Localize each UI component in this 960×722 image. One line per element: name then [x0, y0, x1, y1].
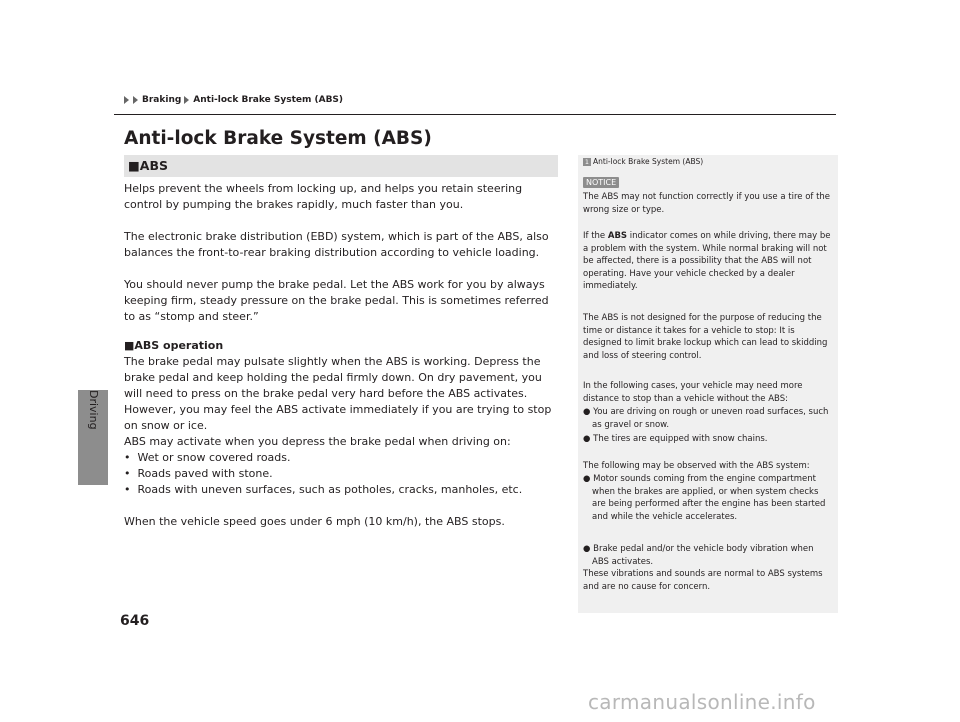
reference-heading: [583, 157, 703, 166]
arrow-icon: [184, 96, 189, 104]
arrow-icon: [133, 96, 138, 104]
cases-intro: In the following cases, your vehicle may need more distance to stop than a vehicle without the ABS:: [583, 381, 803, 404]
arrow-icon: [124, 96, 129, 104]
bullet-item: • Wet or snow covered roads.: [124, 451, 291, 464]
notice-badge: NOTICE: [583, 177, 619, 188]
indicator-text: If the ABS indicator comes on while driving, there may be a problem with the system. While normal braking will not be affected, there is a possibility that the ABS will not operating. Have your vehicle checked by a dealer immediately.: [583, 231, 831, 291]
section-heading: ■ABS: [128, 158, 169, 173]
paragraph-2: The electronic brake distribution (EBD) system, which is part of the ABS, also balances the front-to-rear braking distribution according to vehicle loading.: [124, 230, 549, 259]
stop-paragraph: When the vehicle speed goes under 6 mph (10 km/h), the ABS stops.: [124, 515, 505, 528]
page-title: Anti-lock Brake System (ABS): [124, 128, 432, 149]
section-bar: [124, 155, 558, 177]
breadcrumb: [124, 95, 343, 105]
operation-paragraph: The brake pedal may pulsate slightly when the ABS is working. Depress the brake pedal and keep holding the pedal firmly down. On dry pavement, you will need to press on the brake pedal very hard before the ABS activates. However, you may feel the ABS activate immediately if you are trying to stop on snow or ice.: [124, 355, 552, 432]
bullet-item: ● The tires are equipped with snow chains.: [583, 434, 768, 444]
bullet-item: ● You are driving on rough or uneven road surfaces, such as gravel or snow.: [583, 407, 829, 430]
bullet-item: ● Brake pedal and/or the vehicle body vibration when ABS activates.: [583, 544, 814, 567]
breadcrumb-item-abs[interactable]: Anti-lock Brake System (ABS): [193, 95, 344, 105]
subsection-heading: ■ABS operation: [124, 339, 224, 352]
observed-intro: The following may be observed with the ABS system:: [583, 461, 810, 471]
page-number: 646: [120, 613, 150, 629]
paragraph-1: Helps prevent the wheels from locking up, and helps you retain steering control by pumping the brakes rapidly, much faster than you.: [124, 182, 523, 211]
notice-text: The ABS may not function correctly if you use a tire of the wrong size or type.: [583, 192, 831, 215]
reference-title: Anti-lock Brake System (ABS): [593, 157, 704, 166]
breadcrumb-item-braking[interactable]: Braking: [142, 95, 182, 105]
watermark: carmanualsonline.info: [588, 690, 816, 714]
chapter-label: Driving: [87, 390, 100, 430]
bullet-item: • Roads with uneven surfaces, such as potholes, cracks, manholes, etc.: [124, 483, 523, 496]
reference-icon: 1: [584, 157, 590, 166]
header-rule: [114, 114, 836, 115]
bullet-item: ● Motor sounds coming from the engine compartment when the brakes are applied, or when system checks are being performed after the engine has been started and while the vehicle accelerates.: [583, 474, 826, 522]
paragraph-3: You should never pump the brake pedal. Let the ABS work for you by always keeping firm, steady pressure on the brake pedal. This is sometimes referred to as “stomp and steer.”: [124, 278, 549, 323]
bullet-item: • Roads paved with stone.: [124, 467, 273, 480]
activate-intro: ABS may activate when you depress the brake pedal when driving on:: [124, 435, 511, 448]
design-text: The ABS is not designed for the purpose of reducing the time or distance it takes for a vehicle to stop: It is designed to limit brake lockup which can lead to skidding and loss of steering control.: [583, 313, 828, 361]
closing-text: These vibrations and sounds are normal to ABS systems and are no cause for concern.: [583, 569, 823, 592]
